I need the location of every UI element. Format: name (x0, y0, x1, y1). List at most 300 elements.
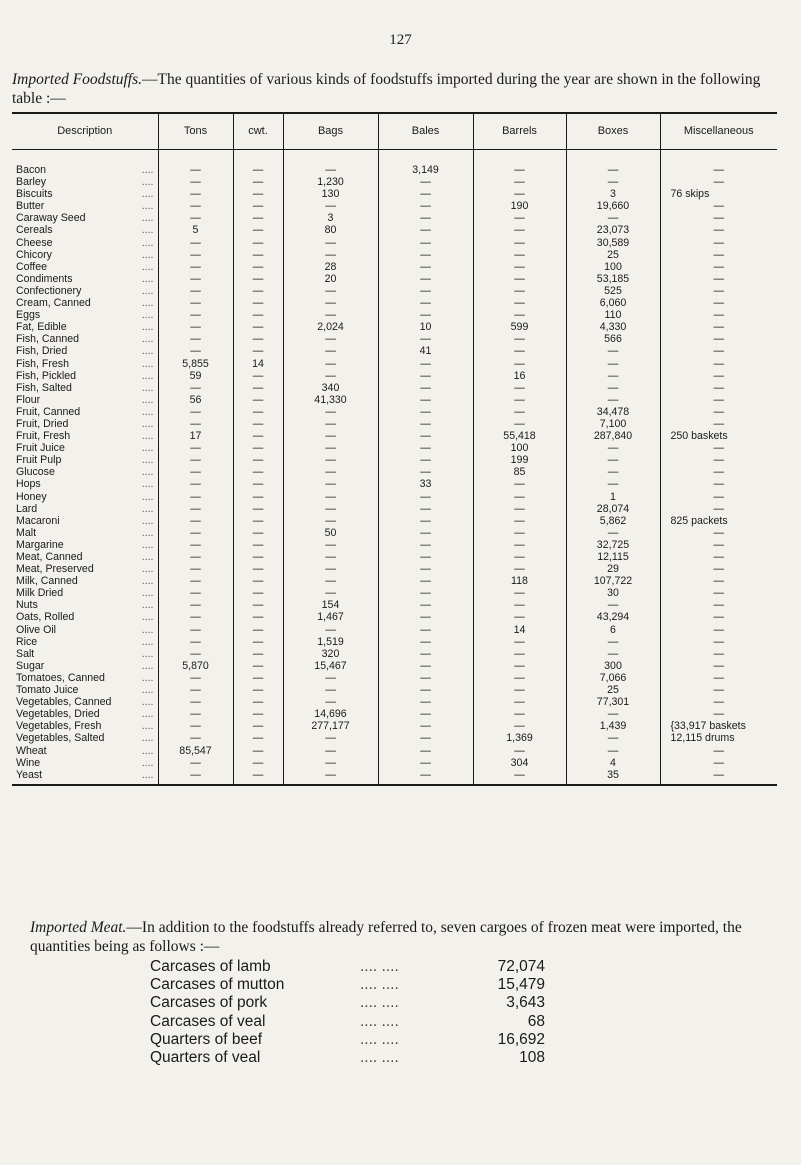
leader-dots: .... (141, 405, 154, 418)
meat-item-label: Quarters of beef (150, 1030, 263, 1048)
leader-dots: .... (141, 514, 154, 527)
description-text: Bacon (16, 164, 47, 176)
meat-list (150, 958, 545, 1067)
table-row (12, 309, 777, 321)
description-cell (12, 394, 158, 406)
spacer-cell (283, 150, 378, 165)
table-row (12, 563, 777, 575)
value-cell: 599 (473, 321, 566, 333)
table-spacer-row (12, 150, 777, 165)
value-cell: — (378, 200, 473, 212)
description-text: Fat, Edible (16, 321, 67, 334)
value-cell: 28,074 (566, 503, 660, 515)
table-row (12, 406, 777, 418)
value-cell: — (660, 212, 777, 224)
table-row (12, 551, 777, 563)
description-text: Fruit, Canned (16, 405, 81, 418)
meat-item (150, 976, 545, 994)
leader-dots: .... (141, 756, 154, 769)
value-cell: — (660, 224, 777, 236)
value-cell: — (566, 370, 660, 382)
value-cell: — (233, 454, 283, 466)
value-cell: — (378, 309, 473, 321)
description-text: Meat, Canned (16, 551, 83, 563)
leader-dots: .... (141, 188, 154, 201)
value-cell: — (283, 757, 378, 769)
leader-dots: .... (141, 466, 154, 479)
description-text: Cereals (16, 224, 53, 237)
value-cell: 23,073 (566, 224, 660, 236)
value-cell: — (233, 442, 283, 454)
value-cell: 14,696 (283, 708, 378, 720)
value-cell: — (378, 757, 473, 769)
value-cell: 53,185 (566, 273, 660, 285)
table-row (12, 430, 777, 442)
value-cell: — (283, 442, 378, 454)
value-cell: 55,418 (473, 430, 566, 442)
description-text: Fish, Canned (16, 333, 80, 346)
intro-text: —The quantities of various kinds of foodstuffs imported during the year are shown in the following table :— (12, 71, 761, 107)
value-cell: — (158, 648, 233, 660)
description-cell (12, 503, 158, 515)
value-cell: — (378, 333, 473, 345)
description-cell (12, 491, 158, 503)
leader-dots: .... (141, 393, 154, 406)
value-cell: — (378, 527, 473, 539)
description-cell (12, 382, 158, 394)
description-text: Biscuits (16, 188, 53, 201)
value-cell: — (233, 769, 283, 785)
value-cell: — (158, 273, 233, 285)
value-cell: — (158, 297, 233, 309)
description-cell (12, 406, 158, 418)
description-text: Caraway Seed (16, 212, 86, 225)
value-cell: — (233, 599, 283, 611)
description-text: Wine (16, 756, 41, 769)
value-cell: — (158, 478, 233, 490)
value-cell: — (378, 406, 473, 418)
description-cell (12, 732, 158, 744)
value-cell: — (378, 745, 473, 757)
leader-dots: .... (141, 659, 154, 672)
description-cell (12, 273, 158, 285)
meat-item-value: 68 (527, 1012, 545, 1030)
table-row (12, 769, 777, 785)
value-cell: — (158, 672, 233, 684)
value-cell: 7,100 (566, 418, 660, 430)
value-cell: — (158, 769, 233, 785)
value-cell: 100 (566, 261, 660, 273)
description-text: Rice (16, 635, 38, 648)
leader-dots: .... (141, 671, 154, 684)
description-text: Vegetables, Canned (16, 696, 112, 709)
spacer-cell (378, 150, 473, 165)
value-cell: — (158, 624, 233, 636)
value-cell: — (158, 491, 233, 503)
value-cell: 4 (566, 757, 660, 769)
value-cell: — (660, 370, 777, 382)
value-cell: 3,149 (378, 164, 473, 176)
value-cell: — (473, 672, 566, 684)
description-cell (12, 611, 158, 623)
description-text: Tomatoes, Canned (16, 671, 105, 684)
value-cell: — (660, 345, 777, 357)
leader-dots: .... (141, 732, 154, 745)
description-text: Salt (16, 647, 35, 660)
description-cell (12, 684, 158, 696)
value-cell: — (158, 599, 233, 611)
value-cell: — (283, 672, 378, 684)
table-row (12, 466, 777, 478)
description-cell (12, 237, 158, 249)
description-text: Condiments (16, 272, 73, 285)
value-cell: — (158, 696, 233, 708)
value-cell: 1,230 (283, 176, 378, 188)
table-row (12, 624, 777, 636)
value-cell: — (378, 563, 473, 575)
table-row (12, 539, 777, 551)
value-cell: — (158, 345, 233, 357)
table-row (12, 212, 777, 224)
value-cell: — (233, 394, 283, 406)
value-cell: — (233, 430, 283, 442)
value-cell: — (660, 309, 777, 321)
table-row (12, 297, 777, 309)
description-text: Butter (16, 200, 45, 213)
value-cell: — (378, 224, 473, 236)
table-row (12, 696, 777, 708)
value-cell: 5 (158, 224, 233, 236)
value-cell: — (566, 442, 660, 454)
value-cell: — (283, 515, 378, 527)
leader-dots: .... (141, 164, 154, 176)
table-row (12, 599, 777, 611)
value-cell: 250 baskets (660, 430, 777, 442)
value-cell: — (283, 563, 378, 575)
value-cell: — (378, 599, 473, 611)
value-cell: — (660, 587, 777, 599)
value-cell: — (660, 176, 777, 188)
description-text: Fruit, Dried (16, 417, 69, 430)
table-row (12, 720, 777, 732)
value-cell: — (660, 333, 777, 345)
description-text: Fruit Pulp (16, 454, 62, 467)
table-row (12, 442, 777, 454)
value-cell: 14 (473, 624, 566, 636)
value-cell: 56 (158, 394, 233, 406)
spacer-cell (566, 150, 660, 165)
description-text: Fish, Fresh (16, 357, 69, 370)
leader-dots: .... (141, 430, 154, 443)
table-row (12, 527, 777, 539)
value-cell: — (566, 478, 660, 490)
value-cell: — (473, 212, 566, 224)
value-cell: — (566, 732, 660, 744)
meat-item-value: 3,643 (506, 994, 545, 1012)
description-cell (12, 321, 158, 333)
value-cell: 304 (473, 757, 566, 769)
value-cell: — (660, 769, 777, 785)
value-cell: — (378, 442, 473, 454)
table-row (12, 418, 777, 430)
value-cell: — (473, 261, 566, 273)
value-cell: — (233, 503, 283, 515)
description-cell (12, 708, 158, 720)
meat-item (150, 994, 545, 1012)
leader-dots: .... (141, 321, 154, 334)
description-text: Milk, Canned (16, 575, 78, 588)
value-cell: — (283, 624, 378, 636)
value-cell: — (566, 394, 660, 406)
leader-dots: .... (141, 200, 154, 213)
value-cell: — (233, 551, 283, 563)
table-row (12, 370, 777, 382)
table-row (12, 708, 777, 720)
description-text: Fruit Juice (16, 442, 65, 455)
leader-dots: .... (141, 502, 154, 515)
description-cell (12, 478, 158, 490)
description-cell (12, 515, 158, 527)
value-cell: — (233, 297, 283, 309)
value-cell: — (158, 188, 233, 200)
table-row (12, 660, 777, 672)
description-cell (12, 430, 158, 442)
value-cell: — (378, 454, 473, 466)
value-cell: 59 (158, 370, 233, 382)
value-cell: — (158, 466, 233, 478)
value-cell: — (660, 527, 777, 539)
value-cell: — (283, 430, 378, 442)
table-row (12, 648, 777, 660)
value-cell: — (473, 345, 566, 357)
value-cell: — (473, 539, 566, 551)
value-cell: — (233, 406, 283, 418)
value-cell: 825 packets (660, 515, 777, 527)
description-cell (12, 370, 158, 382)
value-cell: — (378, 370, 473, 382)
description-cell (12, 769, 158, 785)
value-cell: — (473, 708, 566, 720)
value-cell: — (158, 575, 233, 587)
value-cell: — (283, 745, 378, 757)
value-cell: — (283, 503, 378, 515)
column-header: Boxes (566, 113, 660, 150)
value-cell: — (473, 515, 566, 527)
value-cell: — (233, 478, 283, 490)
value-cell: 76 skips (660, 188, 777, 200)
value-cell: — (158, 708, 233, 720)
meat-item-value: 108 (519, 1049, 545, 1067)
value-cell: — (283, 454, 378, 466)
table-row (12, 164, 777, 176)
value-cell: — (473, 648, 566, 660)
value-cell: — (378, 297, 473, 309)
value-cell: — (233, 720, 283, 732)
value-cell: 5,855 (158, 358, 233, 370)
value-cell: — (378, 261, 473, 273)
leader-dots: .... (141, 708, 154, 721)
leader-dots: .... (141, 357, 154, 370)
value-cell: — (566, 176, 660, 188)
leader-dots: .... (141, 224, 154, 237)
page-number: 127 (389, 32, 412, 48)
value-cell: — (283, 200, 378, 212)
value-cell: 43,294 (566, 611, 660, 623)
value-cell: — (660, 563, 777, 575)
value-cell: 30 (566, 587, 660, 599)
value-cell: — (233, 261, 283, 273)
leader-dots: .... (141, 478, 154, 491)
value-cell: — (378, 249, 473, 261)
value-cell: 80 (283, 224, 378, 236)
value-cell: — (233, 636, 283, 648)
description-cell (12, 261, 158, 273)
table-row (12, 333, 777, 345)
value-cell: — (283, 237, 378, 249)
value-cell: — (378, 684, 473, 696)
leader-dots: .... (141, 417, 154, 430)
value-cell: — (660, 575, 777, 587)
value-cell: — (378, 769, 473, 785)
value-cell: — (378, 587, 473, 599)
column-header: Barrels (473, 113, 566, 150)
description-cell (12, 648, 158, 660)
value-cell: 287,840 (566, 430, 660, 442)
value-cell: — (158, 539, 233, 551)
value-cell: 20 (283, 273, 378, 285)
value-cell: — (660, 418, 777, 430)
value-cell: — (233, 684, 283, 696)
value-cell: — (158, 418, 233, 430)
foodstuffs-table (12, 112, 777, 786)
description-text: Hops (16, 478, 41, 491)
value-cell: 32,725 (566, 539, 660, 551)
description-cell (12, 466, 158, 478)
value-cell: — (660, 660, 777, 672)
value-cell: — (566, 466, 660, 478)
table-header-row (12, 113, 777, 150)
value-cell: 35 (566, 769, 660, 785)
value-cell: — (158, 212, 233, 224)
description-cell (12, 587, 158, 599)
leader-dots: .... (141, 587, 154, 600)
value-cell: 3 (283, 212, 378, 224)
description-cell (12, 345, 158, 357)
value-cell: — (158, 757, 233, 769)
value-cell: 7,066 (566, 672, 660, 684)
value-cell: — (378, 491, 473, 503)
description-text: Fruit, Fresh (16, 430, 71, 443)
description-text: Chicory (16, 248, 52, 261)
value-cell: — (378, 394, 473, 406)
value-cell: — (378, 624, 473, 636)
meat-item (150, 958, 545, 976)
value-cell: — (660, 648, 777, 660)
value-cell: 30,589 (566, 237, 660, 249)
value-cell: — (233, 466, 283, 478)
value-cell: 1,369 (473, 732, 566, 744)
value-cell: — (233, 273, 283, 285)
value-cell: — (158, 333, 233, 345)
description-cell (12, 599, 158, 611)
description-cell (12, 551, 158, 563)
value-cell: — (283, 249, 378, 261)
value-cell: — (233, 212, 283, 224)
value-cell: — (660, 672, 777, 684)
value-cell: — (660, 757, 777, 769)
value-cell: — (158, 611, 233, 623)
meat-item-label: Carcases of mutton (150, 976, 285, 994)
value-cell: — (378, 176, 473, 188)
leader-dots: .... .... (360, 1049, 399, 1067)
value-cell: — (158, 684, 233, 696)
value-cell: — (473, 636, 566, 648)
spacer-cell (233, 150, 283, 165)
value-cell: 154 (283, 599, 378, 611)
leader-dots: .... (141, 563, 154, 576)
value-cell: — (233, 648, 283, 660)
value-cell: — (283, 285, 378, 297)
value-cell: — (660, 406, 777, 418)
value-cell: — (378, 358, 473, 370)
leader-dots: .... (141, 284, 154, 297)
leader-dots: .... (141, 623, 154, 636)
value-cell: — (660, 249, 777, 261)
value-cell: — (233, 745, 283, 757)
value-cell: — (566, 648, 660, 660)
description-text: Vegetables, Fresh (16, 720, 102, 733)
leader-dots: .... (141, 381, 154, 394)
value-cell: — (233, 285, 283, 297)
value-cell: — (158, 261, 233, 273)
table-row (12, 636, 777, 648)
value-cell: — (660, 708, 777, 720)
value-cell: — (566, 212, 660, 224)
value-cell: — (233, 164, 283, 176)
value-cell: — (660, 684, 777, 696)
value-cell: 199 (473, 454, 566, 466)
value-cell: — (283, 358, 378, 370)
value-cell: — (283, 539, 378, 551)
leader-dots: .... (141, 369, 154, 382)
value-cell: — (378, 418, 473, 430)
value-cell: — (158, 515, 233, 527)
table-row (12, 237, 777, 249)
description-text: Lard (16, 502, 38, 515)
table-row (12, 587, 777, 599)
meat-item (150, 1031, 545, 1049)
value-cell: — (473, 769, 566, 785)
value-cell: — (660, 696, 777, 708)
value-cell: 6,060 (566, 297, 660, 309)
value-cell: — (473, 599, 566, 611)
value-cell: — (473, 164, 566, 176)
value-cell: — (233, 696, 283, 708)
value-cell: — (233, 732, 283, 744)
value-cell: — (283, 297, 378, 309)
value-cell: — (660, 454, 777, 466)
value-cell: — (233, 491, 283, 503)
value-cell: — (283, 164, 378, 176)
value-cell: — (283, 684, 378, 696)
description-text: Wheat (16, 744, 47, 757)
value-cell: — (473, 176, 566, 188)
value-cell: — (158, 454, 233, 466)
leader-dots: .... (141, 260, 154, 273)
table-body (12, 150, 777, 785)
value-cell: — (378, 696, 473, 708)
description-cell (12, 212, 158, 224)
